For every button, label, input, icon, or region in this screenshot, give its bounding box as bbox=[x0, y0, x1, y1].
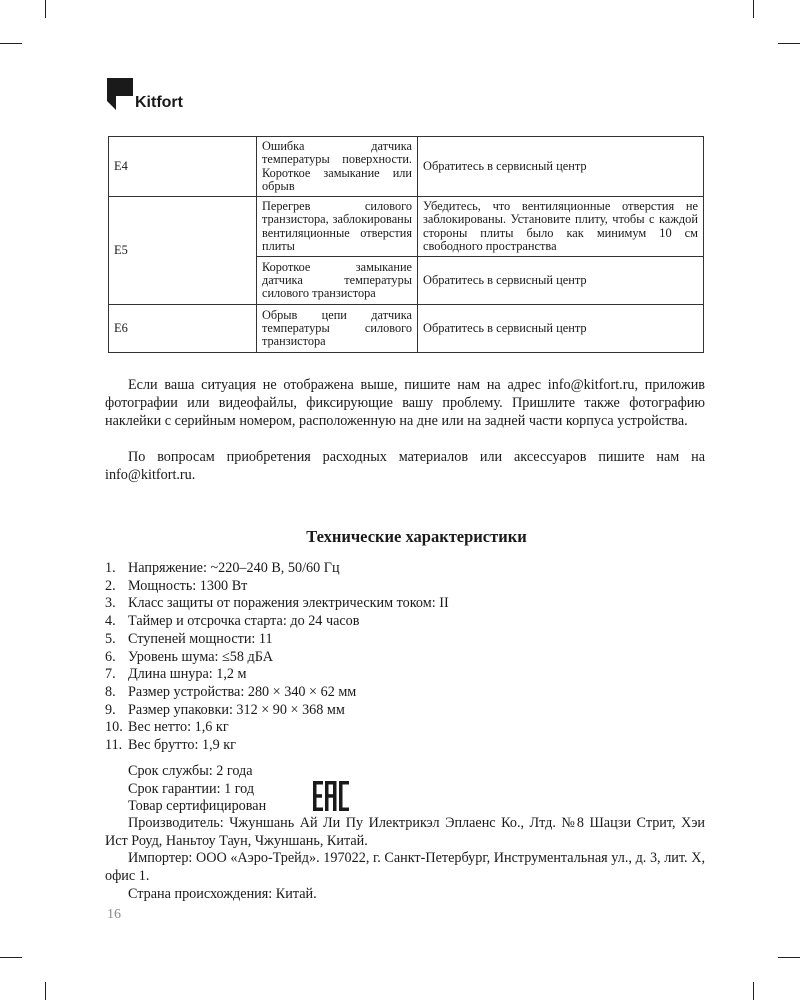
brand-name: Kitfort bbox=[135, 94, 183, 111]
error-code: E5 bbox=[109, 197, 257, 305]
list-item: 7. Длина шнура: 1,2 м bbox=[105, 666, 247, 683]
origin-paragraph bbox=[105, 885, 705, 903]
warranty-info bbox=[128, 763, 266, 816]
accessories-text: По вопросам приобретения расходных материалов или аксессуаров пишите нам на info@kitfort.ru. bbox=[105, 449, 705, 483]
kitfort-logo-icon bbox=[107, 78, 133, 110]
list-item: 8. Размер устройства: 280 × 340 × 62 мм bbox=[105, 683, 357, 700]
list-item: 11. Вес брутто: 1,9 кг bbox=[105, 737, 236, 754]
error-solution: Обратитесь в сервисный центр bbox=[418, 305, 704, 353]
list-item: 2. Мощность: 1300 Вт bbox=[105, 577, 248, 594]
crop-mark bbox=[778, 957, 800, 958]
specs-list bbox=[105, 560, 449, 755]
crop-mark bbox=[778, 43, 800, 44]
contact-text: Если ваша ситуация не отображена выше, пишите нам на адрес info@kitfort.ru, приложив фотографии или видеофайлы, фиксирующие вашу проблему. Пришлите также фотографию наклейки с серийным номером, расположенную на дне или на задней части корпуса устройства. bbox=[105, 377, 705, 429]
error-solution: Обратитесь в сервисный центр bbox=[418, 137, 704, 197]
error-codes-table bbox=[108, 136, 704, 353]
crop-mark bbox=[0, 957, 22, 958]
list-item: 3. Класс защиты от поражения электрическим током: II bbox=[105, 595, 449, 612]
list-item: 5. Ступеней мощности: 11 bbox=[105, 630, 273, 647]
certified-note: Товар сертифицирован bbox=[128, 798, 267, 815]
error-description: Ошибка датчика температуры поверхности. Короткое замыкание или обрыв bbox=[257, 137, 418, 197]
origin-text: Страна происхождения: Китай. bbox=[128, 886, 317, 902]
error-solution: Убедитесь, что вентиляционные отверстия не заблокированы. Установите плиту, чтобы с каждой стороны плиты было как минимум 10 см свободного пространства bbox=[418, 197, 704, 257]
table-row bbox=[109, 305, 704, 353]
brand-logo bbox=[107, 78, 183, 110]
error-description: Короткое замыкание датчика температуры силового транзистора bbox=[257, 257, 418, 305]
manufacturer-paragraph bbox=[105, 814, 705, 850]
specs-title: Технические характеристики bbox=[306, 527, 527, 546]
eac-icon bbox=[313, 781, 349, 811]
error-solution: Обратитесь в сервисный центр bbox=[418, 257, 704, 305]
contact-paragraph bbox=[105, 376, 705, 430]
error-description: Перегрев силового транзистора, заблокированы вентиляционные отверстия плиты bbox=[257, 197, 418, 257]
manufacturer-text: Производитель: Чжуншань Ай Ли Пу Илектрикэл Эплаенс Ко., Лтд. №8 Шацзи Стрит, Хэи Ист Роуд, Наньтоу Таун, Чжуншань, Китай. bbox=[105, 815, 705, 849]
list-item: 10. Вес нетто: 1,6 кг bbox=[105, 719, 229, 736]
error-description: Обрыв цепи датчика температуры силового транзистора bbox=[257, 305, 418, 353]
list-item: 9. Размер упаковки: 312 × 90 × 368 мм bbox=[105, 701, 345, 718]
crop-mark bbox=[753, 982, 754, 1000]
crop-mark bbox=[0, 43, 22, 44]
crop-mark bbox=[45, 0, 46, 18]
error-code: E4 bbox=[109, 137, 257, 197]
list-item: 4. Таймер и отсрочка старта: до 24 часов bbox=[105, 613, 360, 630]
page-number: 16 bbox=[107, 907, 121, 922]
list-item: 1. Напряжение: ~220–240 В, 50/60 Гц bbox=[105, 560, 340, 576]
crop-mark bbox=[45, 982, 46, 1000]
warranty-period: Срок гарантии: 1 год bbox=[128, 780, 255, 797]
error-code: E6 bbox=[109, 305, 257, 353]
accessories-paragraph bbox=[105, 448, 705, 484]
importer-paragraph bbox=[105, 849, 705, 885]
importer-text: Импортер: ООО «Аэро-Трейд». 197022, г. Санкт-Петербург, Инструментальная ул., д. 3, лит. Х, офис 1. bbox=[105, 850, 705, 884]
crop-mark bbox=[753, 0, 754, 18]
list-item: 6. Уровень шума: ≤58 дБА bbox=[105, 648, 273, 665]
table-row bbox=[109, 197, 704, 257]
service-life: Срок службы: 2 года bbox=[128, 763, 253, 779]
table-row bbox=[109, 137, 704, 197]
